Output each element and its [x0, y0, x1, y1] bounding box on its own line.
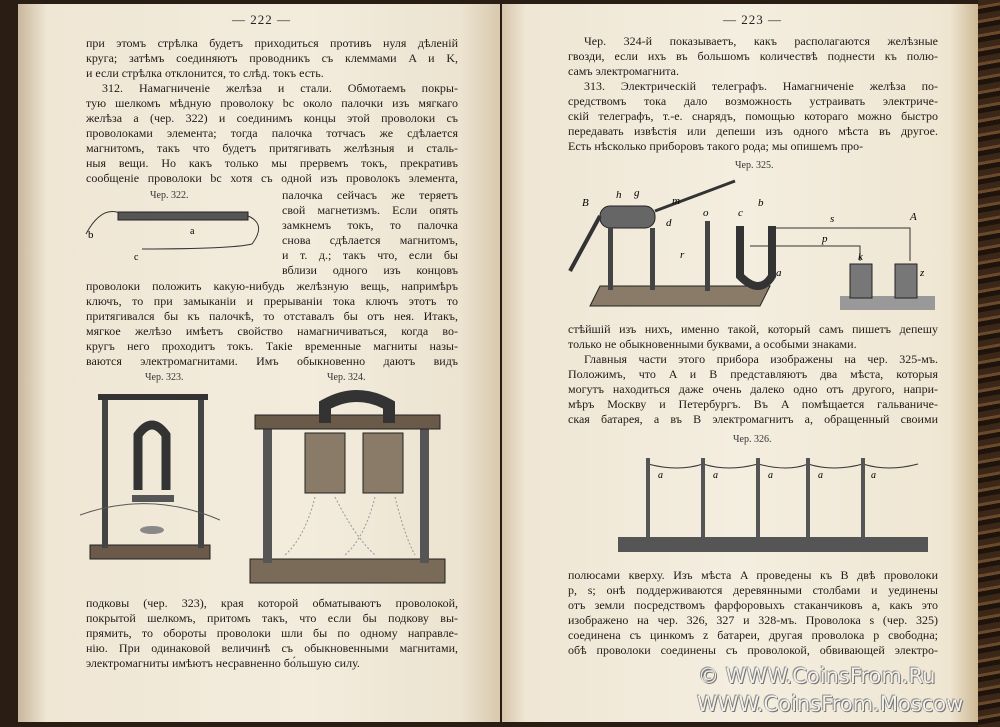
text-line: соединена съ цинкомъ z батареи, другая проволока p свободна; — [568, 628, 938, 642]
text-line: притягивался бы къ палочкѣ, то отставалъ бы отъ нея. Итакъ, — [86, 309, 458, 323]
fig322-label-a: a — [190, 226, 195, 237]
text-line: средствомъ тока дало возможность устраивать электриче- — [568, 94, 938, 108]
fig325-label-g: g — [634, 187, 640, 199]
text-line: свой магнетизмъ. Если опять — [282, 203, 458, 217]
fig325-label-a: a — [776, 267, 782, 279]
right-top-text — [568, 34, 938, 154]
page-number-right: — 223 — — [723, 12, 782, 27]
fig322-label-b: b — [88, 229, 94, 241]
text-line: гвозди, если ихъ въ большомъ количествѣ поднести къ полю- — [568, 49, 938, 63]
fig325-label-o: o — [703, 207, 709, 219]
watermark-line2: WWW.CoinsFrom.Moscow — [697, 692, 964, 716]
text-line: покрытой шелкомъ, притомъ такъ, что если бы подкову вы- — [86, 611, 458, 625]
text-line: снова сдѣлается магнитомъ, — [282, 233, 458, 247]
left-side-text — [282, 188, 458, 278]
text-line: Есть нѣсколько приборовъ такого рода; мы опишемъ про- — [568, 139, 864, 153]
right-mid-text — [568, 322, 938, 427]
text-line: могутъ находиться даже очень далеко одно отъ другого, напри- — [568, 382, 938, 396]
fig325-label-s: s — [830, 213, 835, 225]
text-line: замкнемъ токъ, то палочка — [282, 218, 458, 232]
fig325-label-z: z — [920, 267, 925, 279]
text-line: прямить, то обороты проволоки шли бы по одному направле- — [86, 626, 458, 640]
text-line: магнитомъ, такъ что будетъ притягивать желѣзныя и сталь- — [86, 141, 458, 155]
text-line: нію. При одинаковой величинѣ съ обыкновенными магнитами, — [86, 641, 458, 655]
fig324-caption: Чер. 324. — [327, 372, 366, 383]
text-line: подковы (чер. 323), края которой обматываютъ проволокой, — [86, 596, 458, 610]
fig326-caption: Чер. 326. — [733, 434, 772, 445]
fig325-illustration — [560, 176, 945, 316]
text-line: 312. Намагниченіе желѣза и стали. Обмотаемъ покры- — [102, 81, 458, 95]
text-line: Главныя части этого прибора изображены на чер. 325-мъ. — [584, 352, 938, 366]
text-line: обѣ проволоки соединены съ проволокой, обвивающей электро- — [568, 643, 938, 657]
text-line: палочка сейчасъ же теряетъ — [282, 188, 458, 202]
text-line: стѣйшій изъ нихъ, именно такой, который самъ пишетъ депешу — [568, 322, 938, 336]
fig325-label-b: b — [758, 197, 764, 209]
left-mid-text — [86, 279, 458, 369]
text-line: и т. д.; такъ что, если бы — [282, 248, 458, 262]
fig326-label-a5: a — [871, 470, 876, 481]
fig326-label-a3: a — [768, 470, 773, 481]
fig326-label-a4: a — [818, 470, 823, 481]
left-top-text — [86, 36, 458, 186]
fig326-label-a1: a — [658, 470, 663, 481]
fig326-illustration — [618, 452, 928, 557]
text-line: проволоками элемента; тогда палочка тотчасъ же сдѣлается — [86, 126, 458, 140]
right-bottom-text — [568, 568, 938, 658]
fig325-label-r: r — [680, 249, 685, 261]
book-edge — [978, 0, 1000, 727]
fig324-illustration — [245, 387, 450, 587]
fig325-label-p: p — [822, 233, 828, 245]
fig325-label-h: h — [616, 189, 622, 201]
text-line: ская батарея, а въ B электромагнитъ a, обращенный своими — [568, 412, 938, 426]
text-line: 313. Электрическій телеграфъ. Намагниченіе желѣза по- — [584, 79, 938, 93]
fig325-caption: Чер. 325. — [735, 160, 774, 171]
fig323-caption: Чер. 323. — [145, 372, 184, 383]
fig323-illustration — [80, 390, 220, 575]
left-bottom-text — [86, 596, 458, 671]
watermark-line1: © WWW.CoinsFrom.Ru — [698, 664, 936, 688]
fig325-label-A: A — [910, 211, 917, 223]
fig325-label-k: k — [858, 251, 863, 263]
text-line: желѣза a (чер. 322) и соединимъ концы этой проволоки съ — [86, 111, 458, 125]
text-line: передавать извѣстія или депеши изъ одного мѣста въ другое. — [568, 124, 938, 138]
text-line: p, s; онѣ поддерживаются деревянными столбами и уединены — [568, 583, 938, 597]
text-line: ваются электромагнитами. Имъ обыкновенно даютъ видъ — [86, 354, 458, 368]
text-line: Чер. 324-й показываетъ, какъ располагаются желѣзные — [584, 34, 938, 48]
text-line: вблизи одного изъ концовъ — [282, 263, 458, 277]
text-line: самъ электромагнита. — [568, 64, 679, 78]
text-line: скій телеграфъ, т.-е. снарядъ, помощью котораго можно быстро — [568, 109, 938, 123]
text-line: и если стрѣлка отклонится, то слѣд. токъ есть. — [86, 66, 324, 80]
fig325-label-B: B — [582, 197, 589, 209]
text-line: только не обыкновенными буквами, а особыми знаками. — [568, 337, 857, 351]
text-line: ключъ, то при замыканіи и прерываніи тока ключъ этотъ то — [86, 294, 458, 308]
text-line: тую шелкомъ мѣдную проволоку bc около палочки изъ мягкаго — [86, 96, 458, 110]
fig326-label-a2: a — [713, 470, 718, 481]
fig325-label-c: c — [738, 207, 743, 219]
fig325-label-m: m — [672, 195, 680, 207]
text-line: мягкое желѣзо имѣетъ свойство намагничиваться, когда во- — [86, 324, 458, 338]
text-line: круга; затѣмъ соединяютъ проводникъ съ клеммами A и K, — [86, 51, 458, 65]
text-line: изображено на чер. 326, 327 и 328-мъ. Проволока s (чер. 325) — [568, 613, 938, 627]
text-line: отъ земли посредствомъ фарфоровыхъ стаканчиковъ a, какъ это — [568, 598, 938, 612]
fig322-illustration — [82, 204, 262, 264]
text-line: ныя вещи. Но какъ только мы прервемъ токъ, прекративъ — [86, 156, 458, 170]
text-line: Положимъ, что A и B представляютъ два мѣста, которыя — [568, 367, 938, 381]
fig322-caption: Чер. 322. — [150, 190, 189, 201]
text-line: мѣръ Москву и Петербургъ. Въ A помѣщается гальваниче- — [568, 397, 938, 411]
text-line: полюсами кверху. Изъ мѣста A проведены къ B двѣ проволоки — [568, 568, 938, 582]
text-line: проволоки положить какую-нибудь желѣзную вещь, напримѣръ — [86, 279, 458, 293]
page-number-left: — 222 — — [232, 12, 291, 27]
text-line: кругъ него проходитъ токъ. Такіе временные магниты назы- — [86, 339, 458, 353]
fig322-label-c: c — [134, 252, 139, 263]
text-line: при этомъ стрѣлка будетъ приходиться противъ нуля дѣленій — [86, 36, 458, 50]
text-line: сообщеніе проволоки bc хотя съ одной изъ проволокъ элемента, — [86, 171, 458, 185]
fig325-label-d: d — [666, 217, 672, 229]
text-line: электромагниты имѣютъ несравненно бо́льшую силу. — [86, 656, 360, 670]
